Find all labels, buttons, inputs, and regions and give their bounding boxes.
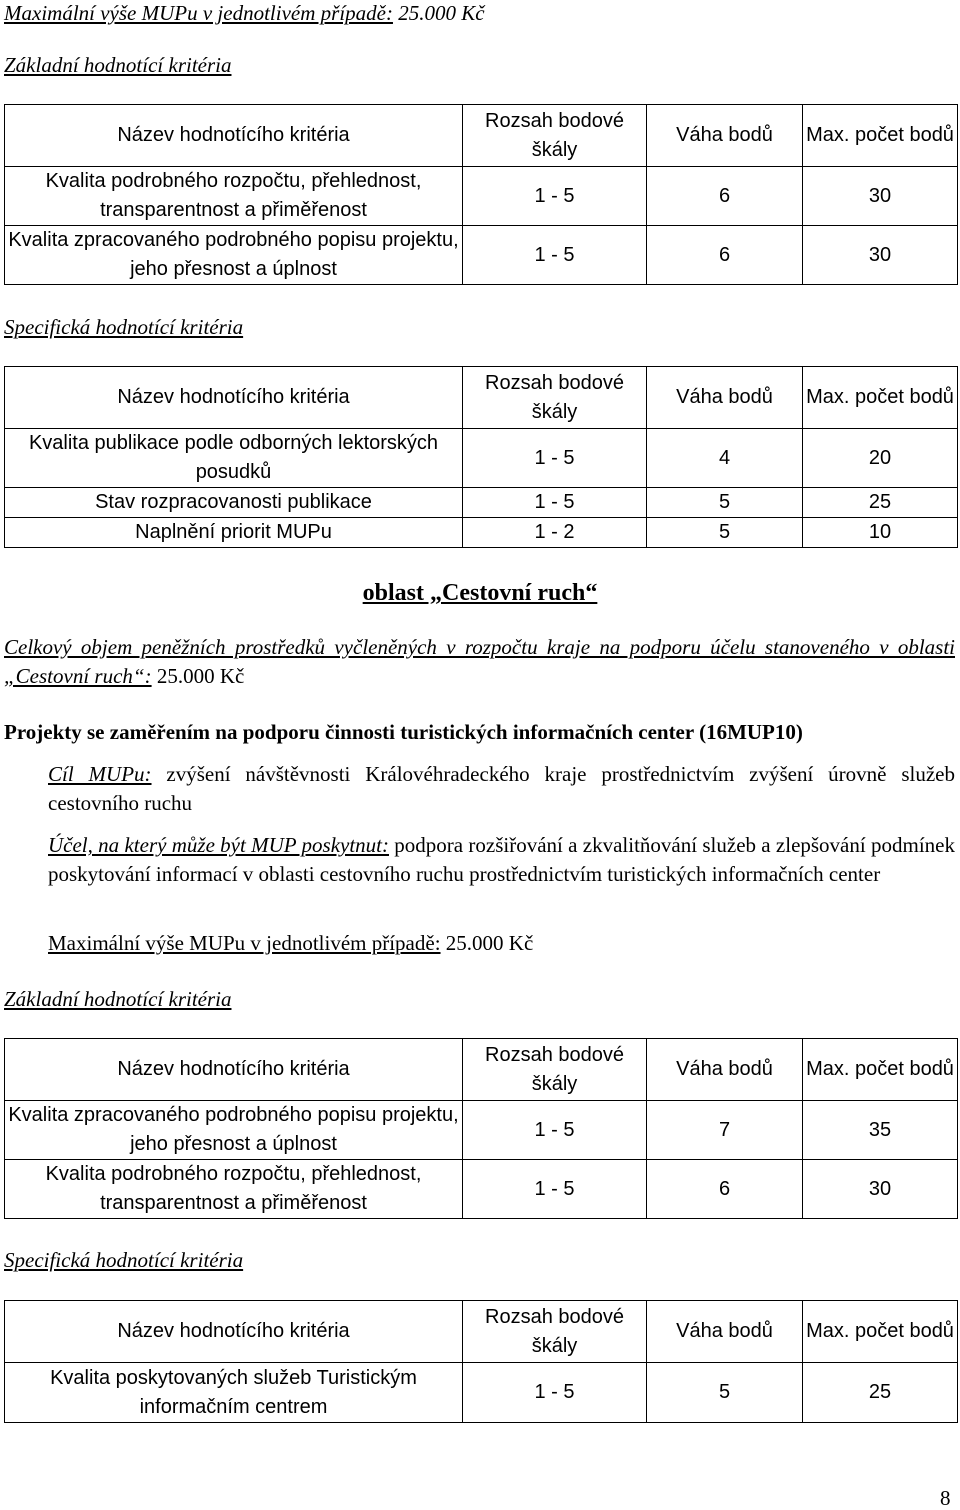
criterion-max: 30 xyxy=(803,167,958,226)
table-row xyxy=(5,488,958,518)
max-amount-value: 25.000 Kč xyxy=(445,931,534,955)
criteria-table-2 xyxy=(4,366,958,548)
page-number: 8 xyxy=(940,1486,951,1510)
criterion-max: 25 xyxy=(803,488,958,518)
header-max: Max. počet bodů xyxy=(803,105,958,167)
goal-paragraph xyxy=(48,760,955,818)
criterion-max: 25 xyxy=(803,1363,958,1423)
criterion-name: Kvalita publikace podle odborných lektorských posudků xyxy=(5,429,463,488)
criterion-max: 30 xyxy=(803,1160,958,1219)
basic-criteria-heading: Základní hodnotící kritéria xyxy=(4,53,232,77)
table-header-row xyxy=(5,105,958,167)
criterion-weight: 7 xyxy=(647,1101,803,1160)
criterion-max: 20 xyxy=(803,429,958,488)
table-row xyxy=(5,1101,958,1160)
project-title: Projekty se zaměřením na podporu činnosti turistických informačních center (16MUP10) xyxy=(4,720,803,744)
header-weight: Váha bodů xyxy=(647,367,803,429)
criteria-table-1 xyxy=(4,104,958,285)
criterion-range: 1 - 5 xyxy=(463,1101,647,1160)
table-row xyxy=(5,1363,958,1423)
max-amount-label: Maximální výše MUPu v jednotlivém případě: xyxy=(48,931,441,955)
purpose-text: podpora rozšiřování a zkvalitňování služeb a zlepšování podmínek poskytování informací v oblasti cestovního ruchu prostřednictvím turistických informačních center xyxy=(48,833,955,886)
table-row xyxy=(5,518,958,548)
criterion-weight: 5 xyxy=(647,518,803,548)
criterion-weight: 6 xyxy=(647,1160,803,1219)
goal-text: zvýšení návštěvnosti Královéhradeckého kraje prostřednictvím zvýšení úrovně služeb cestovního ruchu xyxy=(48,762,955,815)
goal-label: Cíl MUPu: xyxy=(48,762,152,786)
purpose-label: Účel, na který může být MUP poskytnut: xyxy=(48,833,389,857)
area-total-amount: 25.000 Kč xyxy=(156,664,245,688)
header-max: Max. počet bodů xyxy=(803,1301,958,1363)
max-amount-line-top xyxy=(4,0,485,26)
purpose-paragraph xyxy=(48,831,955,889)
header-name: Název hodnotícího kritéria xyxy=(5,1039,463,1101)
max-amount-label: Maximální výše MUPu v jednotlivém případě: xyxy=(4,1,393,25)
criterion-max: 10 xyxy=(803,518,958,548)
table-header-row xyxy=(5,1039,958,1101)
criterion-weight: 6 xyxy=(647,226,803,285)
header-name: Název hodnotícího kritéria xyxy=(5,105,463,167)
criterion-max: 35 xyxy=(803,1101,958,1160)
criterion-name: Naplnění priorit MUPu xyxy=(5,518,463,548)
area-total-text: Celkový objem peněžních prostředků vyčleněných v rozpočtu kraje na podporu účelu stanoveného v oblasti „Cestovní ruch“: xyxy=(4,635,955,688)
specific-criteria-heading: Specifická hodnotící kritéria xyxy=(4,1248,244,1272)
table-row xyxy=(5,226,958,285)
table-header-row xyxy=(5,1301,958,1363)
criterion-range: 1 - 5 xyxy=(463,1363,647,1423)
header-range: Rozsah bodové škály xyxy=(463,367,647,429)
criterion-weight: 6 xyxy=(647,167,803,226)
table-row xyxy=(5,429,958,488)
header-max: Max. počet bodů xyxy=(803,1039,958,1101)
header-weight: Váha bodů xyxy=(647,105,803,167)
criterion-name: Kvalita zpracovaného podrobného popisu projektu, jeho přesnost a úplnost xyxy=(5,1101,463,1160)
criterion-name: Stav rozpracovanosti publikace xyxy=(5,488,463,518)
criteria-table-3 xyxy=(4,1038,958,1219)
table-header-row xyxy=(5,367,958,429)
area-title: oblast „Cestovní ruch“ xyxy=(362,580,598,606)
criterion-name: Kvalita poskytovaných služeb Turistickým informačním centrem xyxy=(5,1363,463,1423)
area-total-paragraph xyxy=(4,633,955,691)
header-max: Max. počet bodů xyxy=(803,367,958,429)
header-name: Název hodnotícího kritéria xyxy=(5,1301,463,1363)
criterion-name: Kvalita podrobného rozpočtu, přehlednost, transparentnost a přiměřenost xyxy=(5,1160,463,1219)
header-range: Rozsah bodové škály xyxy=(463,1301,647,1363)
specific-criteria-heading: Specifická hodnotící kritéria xyxy=(4,315,244,339)
header-weight: Váha bodů xyxy=(647,1039,803,1101)
criterion-weight: 5 xyxy=(647,488,803,518)
header-weight: Váha bodů xyxy=(647,1301,803,1363)
header-name: Název hodnotícího kritéria xyxy=(5,367,463,429)
criterion-range: 1 - 2 xyxy=(463,518,647,548)
max-amount-value: 25.000 Kč xyxy=(398,1,485,25)
table-row xyxy=(5,1160,958,1219)
header-range: Rozsah bodové škály xyxy=(463,1039,647,1101)
criterion-range: 1 - 5 xyxy=(463,1160,647,1219)
criterion-weight: 4 xyxy=(647,429,803,488)
criteria-table-4 xyxy=(4,1300,958,1423)
table-row xyxy=(5,167,958,226)
basic-criteria-heading: Základní hodnotící kritéria xyxy=(4,987,232,1011)
header-range: Rozsah bodové škály xyxy=(463,105,647,167)
max-amount-line-project xyxy=(48,929,533,958)
criterion-max: 30 xyxy=(803,226,958,285)
criterion-range: 1 - 5 xyxy=(463,429,647,488)
criterion-name: Kvalita zpracovaného podrobného popisu projektu, jeho přesnost a úplnost xyxy=(5,226,463,285)
criterion-weight: 5 xyxy=(647,1363,803,1423)
criterion-range: 1 - 5 xyxy=(463,226,647,285)
criterion-name: Kvalita podrobného rozpočtu, přehlednost, transparentnost a přiměřenost xyxy=(5,167,463,226)
criterion-range: 1 - 5 xyxy=(463,167,647,226)
criterion-range: 1 - 5 xyxy=(463,488,647,518)
